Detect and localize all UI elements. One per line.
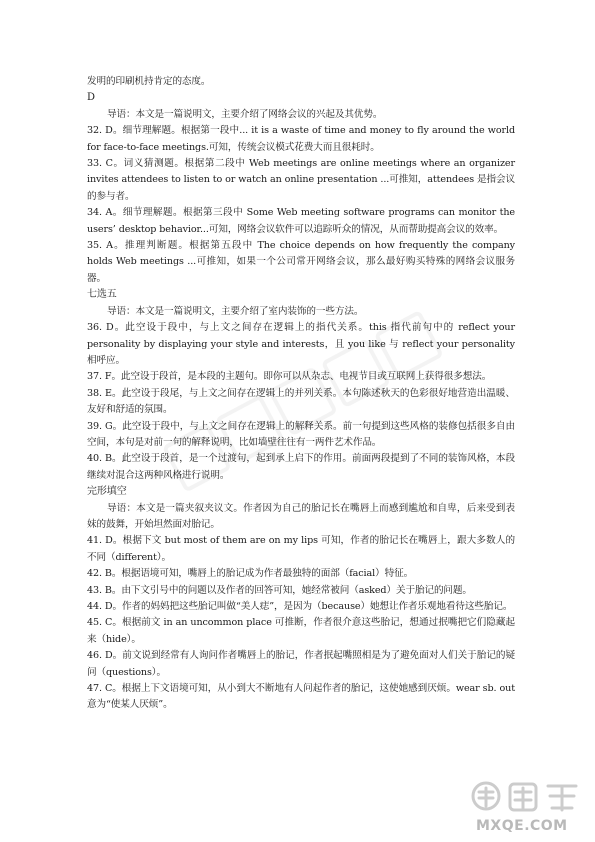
answer-logo-icon <box>468 778 586 818</box>
logo-url-text: MXQE.COM <box>476 818 568 834</box>
explanation-paragraph: 39. G。此空设于段中，与上文之间存在逻辑上的解释关系。前一句提到这些风格的装修包括很多自由空间，本句是对前一句的解释说明，比如墙壁往往有一两件艺术作品。 <box>87 420 515 448</box>
explanation-paragraph: 导语：本文是一篇说明文，主要介绍了室内装饰的一些方法。 <box>107 305 364 317</box>
section-heading: 七选五 <box>87 289 117 301</box>
explanation-paragraph: 42. B。根据语境可知，嘴唇上的胎记成为作者最独特的面部（facial）特征。 <box>87 568 414 580</box>
explanation-paragraph: 导语：本文是一篇夹叙夹议文。作者因为自己的胎记长在嘴唇上而感到尴尬和自卑，后来受到表妹的鼓舞，开始坦然面对胎记。 <box>87 502 515 530</box>
explanation-paragraph: 36. D。此空设于段中，与上文之间存在逻辑上的指代关系。this 指代前句中的 reflect your personality by displaying your style and interests，且 you like 与 reflect your personality 相呼应。 <box>87 322 515 366</box>
explanation-paragraph: 46. D。前文说到经常有人询问作者嘴唇上的胎记，作者抿起嘴照相是为了避免面对人们关于胎记的疑问（questions）。 <box>87 650 515 678</box>
site-logo <box>468 778 586 838</box>
explanation-paragraph: 40. B。此空设于段首，是一个过渡句，起到承上启下的作用。前面两段提到了不同的装饰风格，本段继续对混合这两种风格进行说明。 <box>87 453 515 481</box>
explanation-paragraph: 38. E。此空设于段尾，与上文之间存在逻辑上的并列关系。本句陈述秋天的色彩很好地营造出温暖、友好和舒适的氛围。 <box>87 387 515 416</box>
explanation-paragraph: 发明的印刷机持肯定的态度。 <box>87 76 211 87</box>
section-heading: 完形填空 <box>87 486 127 498</box>
explanation-paragraph: 35. A。推理判断题。根据第五段中 The choice depends on how frequently the company holds Web meetings ...可推知，如果一个公司常开网络会议，那么最好购买特殊的网络会议服务器。 <box>87 240 515 284</box>
explanation-paragraph: 47. C。根据上下文语境可知，从小到大不断地有人问起作者的胎记，这使她感到厌烦。wear sb. out 意为“使某人厌烦”。 <box>87 683 515 711</box>
explanation-paragraph: 34. A。细节理解题。根据第三段中 Some Web meeting software programs can monitor the users’ desktop behavior...可知，网络会议软件可以追踪听众的情况，从而帮助提高会议的效率。 <box>87 207 515 235</box>
answer-explanations <box>87 74 515 714</box>
explanation-paragraph: 37. F。此空设于段首，是本段的主题句。即你可以从杂志、电视节目或互联网上获得很多想法。 <box>87 371 492 383</box>
explanation-paragraph: 32. D。细节理解题。根据第一段中... it is a waste of time and money to fly around the world for face-to-face meetings.可知，传统会议模式花费大而且很耗时。 <box>87 125 515 153</box>
explanation-paragraph: 33. C。词义猜测题。根据第二段中 Web meetings are online meetings where an organizer invites attendees to listen to or watch an online presentation ...可推知，attendees 是指会议的参与者。 <box>87 158 515 202</box>
explanation-paragraph: 45. C。根据前文 in an uncommon place 可推断，作者很介意这些胎记，想通过抿嘴把它们隐藏起来（hide）。 <box>87 617 515 645</box>
explanation-paragraph: 43. B。由下文引号中的问题以及作者的回答可知，她经常被问（asked）关于胎记的问题。 <box>87 584 472 596</box>
explanation-paragraph: 导语：本文是一篇说明文，主要介绍了网络会议的兴起及其优势。 <box>107 108 383 120</box>
explanation-paragraph: 41. D。根据下文 but most of them are on my lips 可知，作者的胎记长在嘴唇上，跟大多数人的不同（different）。 <box>87 535 515 563</box>
section-heading: D <box>87 92 95 104</box>
explanation-paragraph: 44. D。作者的妈妈把这些胎记叫做“美人痣”，是因为（because）她想让作者乐观地看待这些胎记。 <box>87 601 513 612</box>
